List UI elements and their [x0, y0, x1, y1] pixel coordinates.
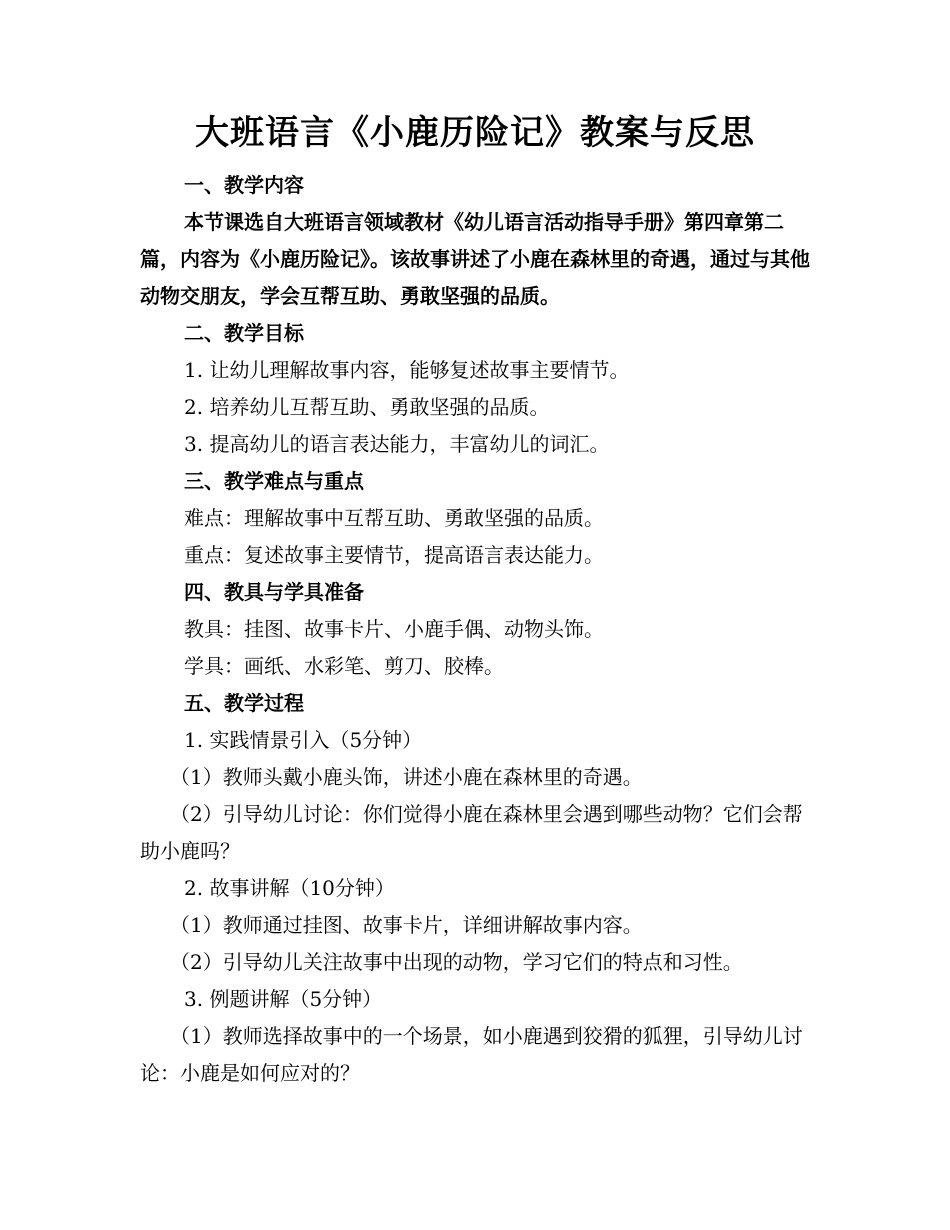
- goal-item: 3. 提高幼儿的语言表达能力，丰富幼儿的词汇。: [184, 432, 610, 456]
- document-title: 大班语言《小鹿历险记》教案与反思: [195, 113, 755, 153]
- process-step: 1. 实践情景引入（5分钟）: [184, 728, 423, 752]
- key-point-text: 重点：复述故事主要情节，提高语言表达能力。: [184, 543, 604, 567]
- teaching-aids-text: 教具：挂图、故事卡片、小鹿手偶、动物头饰。: [184, 617, 604, 641]
- section-heading-process: 五、教学过程: [184, 691, 304, 715]
- learning-aids-text: 学具：画纸、水彩笔、剪刀、胶棒。: [184, 654, 504, 678]
- process-step: 3. 例题讲解（5分钟）: [184, 987, 383, 1011]
- section-heading-content: 一、教学内容: [184, 173, 304, 197]
- section-heading-goals: 二、教学目标: [184, 321, 304, 345]
- section-heading-difficulty: 三、教学难点与重点: [184, 469, 364, 493]
- goal-item: 2. 培养幼儿互帮互助、勇敢坚强的品质。: [184, 395, 550, 419]
- goal-item: 1. 让幼儿理解故事内容，能够复述故事主要情节。: [184, 358, 630, 382]
- process-substep: （2）引导幼儿讨论：你们觉得小鹿在森林里会遇到哪些动物？它们会帮助小鹿吗？: [140, 802, 803, 863]
- process-substep: （2）引导幼儿关注故事中出现的动物，学习它们的特点和习性。: [170, 950, 743, 974]
- process-step: 2. 故事讲解（10分钟）: [184, 876, 395, 900]
- document-body: [140, 167, 810, 1092]
- content-paragraph: 本节课选自大班语言领域教材《幼儿语言活动指导手册》第四章第二篇，内容为《小鹿历险记》。该故事讲述了小鹿在森林里的奇遇，通过与其他动物交朋友，学会互帮互助、勇敢坚强的品质。: [140, 210, 810, 308]
- process-substep: （1）教师头戴小鹿头饰，讲述小鹿在森林里的奇遇。: [170, 765, 643, 789]
- process-substep: （1）教师通过挂图、故事卡片，详细讲解故事内容。: [170, 913, 643, 937]
- process-substep: （1）教师选择故事中的一个场景，如小鹿遇到狡猾的狐狸，引导幼儿讨论：小鹿是如何应对的？: [140, 1024, 803, 1085]
- difficulty-text: 难点：理解故事中互帮互助、勇敢坚强的品质。: [184, 506, 604, 530]
- section-heading-materials: 四、教具与学具准备: [184, 580, 364, 604]
